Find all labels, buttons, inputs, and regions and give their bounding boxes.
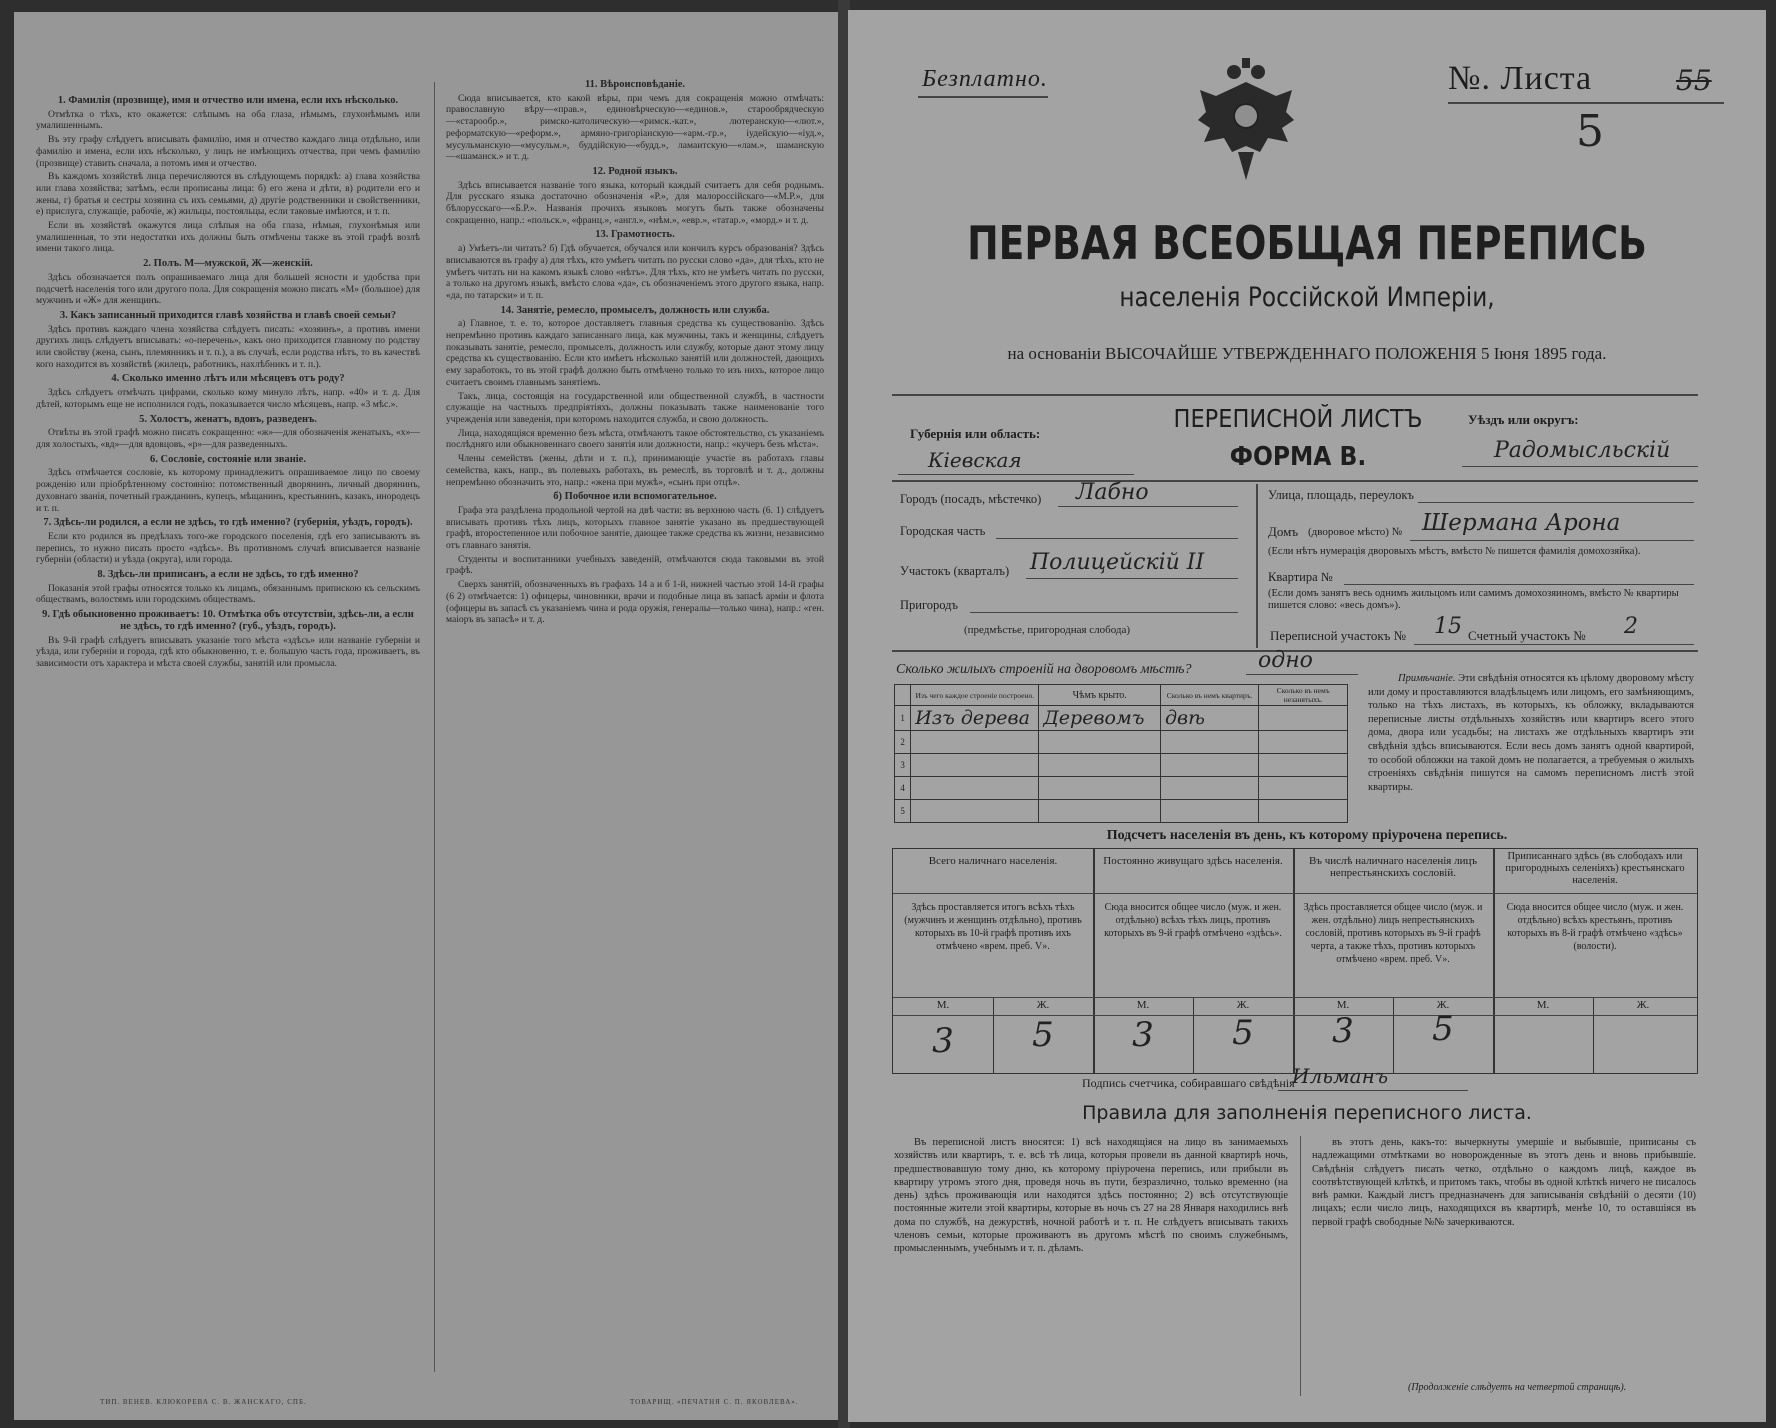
town-label: Городъ (посадъ, мѣстечко) — [900, 492, 1042, 506]
town-line — [1058, 506, 1238, 507]
count-head-rule — [893, 893, 1697, 894]
section-heading: 14. Занятіе, ремесло, промыселъ, должность или служба. — [500, 304, 770, 316]
province-value: Кіевская — [928, 448, 1022, 472]
building-material — [911, 754, 1039, 777]
buildings-col-apartments: Сколько въ немъ квартиръ. — [1161, 685, 1259, 706]
sheet-label: №. Листа — [1448, 60, 1593, 97]
precinct-line — [1026, 578, 1238, 579]
census-basis: на основаніи ВЫСОЧАЙШЕ УТВЕРЖДЕННАГО ПОЛОЖЕНІЯ 5 Іюня 1895 года. — [1007, 344, 1607, 363]
left-page-column-1 — [36, 92, 420, 1388]
instruction-paragraph: Графа эта раздѣлена продольной чертой на двѣ части: въ верхнюю часть (6. 1) слѣдуетъ вписывать противъ тѣхъ лицъ, которыхъ главное занятіе указано въ предшествующей графѣ, второстепенное или побочное занятіе, дающее также средства къ жизни, независимо отъ главнаго занятія. — [446, 504, 824, 552]
count-col-2-m-value: 3 — [1132, 1015, 1154, 1055]
free-underline — [918, 96, 1048, 98]
house-label: Домъ — [1268, 524, 1299, 539]
note-text: Эти свѣдѣнія относятся къ цѣлому дворовому мѣсту или дому и проставляются владѣльцемъ или лицомъ, его замѣняющимъ, только на тѣхъ листахъ, въ которыхъ, къ обложку, вкладываются переписные листы отдѣльныхъ хозяйствъ или квартиръ всего этого дома, двора или усадьбы; на листахъ же отдѣльныхъ квартиръ эти свѣдѣнія здѣсь вписываются. Если весь домъ занятъ одной квартирой, то особой обложки на такой домъ не полагается, а требуемыя о жилыхъ строеніяхъ свѣдѣнія пишутся на самомъ переписномъ листѣ этой квартиры. — [1368, 673, 1694, 793]
instruction-paragraph: Члены семействъ (жены, дѣти и т. п.), принимающіе участіе въ работахъ главы семейства, какъ, напр., въ полевыхъ работахъ, въ ремеслѣ, въ торговлѣ и т. д., должны непремѣнно обозначить это, напр.: «жена при мужѣ», «сынъ при отцѣ». — [446, 453, 824, 488]
building-material — [911, 731, 1039, 754]
printer-imprint-left: ТИП. ВЕНЕВ. КЛЮКОРЕВА С. В. ЖАНСКАГО, СПБ. — [100, 1398, 307, 1406]
signature-label: Подпись счетчика, собиравшаго свѣдѣнія — [1082, 1076, 1295, 1090]
building-apartments: двѣ — [1161, 706, 1259, 731]
section-heading: 11. Вѣроисповѣданіе. — [584, 79, 686, 90]
buildings-col-material: Изъ чего каждое строеніе построено. — [911, 685, 1039, 706]
count-col-3-m-label: М. — [1336, 999, 1350, 1011]
building-roof — [1039, 800, 1161, 823]
row-number: 5 — [895, 800, 911, 823]
census-subtitle: населенія Россійской Имперіи, — [1119, 282, 1495, 313]
table-row — [895, 731, 1348, 754]
section-heading: 6. Сословіе, состояніе или званіе. — [150, 453, 306, 465]
count-col-3-desc: Здѣсь проставляется общее число (муж. и жен. отдѣльно) лицъ непрестьянскихъ сословій, противъ которыхъ въ 9-й графѣ черта, а также тѣхъ, противъ которыхъ отмѣчено «врем. преб. V». — [1303, 902, 1483, 965]
instruction-paragraph: Показанія этой графы относятся только къ лицамъ, обязаннымъ припискою къ сельскимъ обществамъ, волостямъ или городскимъ обществамъ. — [36, 582, 420, 606]
section-heading: 13. Грамотность. — [595, 229, 675, 241]
town-value: Лабно — [1076, 480, 1149, 505]
right-page — [848, 10, 1766, 1422]
imperial-eagle-emblem — [1196, 56, 1296, 186]
instruction-paragraph: Студенты и воспитанники учебныхъ заведеній, отмѣчаются сюда таковыми въ этой графѣ. — [446, 553, 824, 577]
instruction-paragraph: Отвѣты въ этой графѣ можно писать сокращенно: «ж»—для обозначенія женатыхъ, «х»—для холостыхъ, «вд»—для вдовцовъ, «р»—для разведенныхъ. — [36, 427, 420, 450]
count-col-4-desc: Сюда вносится общее число (муж. и жен. отдѣльно) всѣхъ крестьянъ, противъ которыхъ въ 8-й графѣ отмѣчено «здѣсь» (волости). — [1506, 902, 1684, 952]
district-label: Уѣздъ или округъ: — [1468, 412, 1579, 427]
signature-line — [1278, 1090, 1468, 1091]
instruction-paragraph: Въ эту графу слѣдуетъ вписывать фамилію, имя и отчество каждаго лица отдѣльно, или фамилію и имена, если ихъ нѣсколько, у лицъ не имѣющихъ отчества, при чемъ фамилію (прозвище) ставить сначала, а потомъ имя и отчество. — [36, 134, 420, 169]
left-page-column-2 — [446, 76, 824, 1388]
count-col-2-f-value: 5 — [1232, 1013, 1254, 1053]
apartment-label: Квартира № — [1268, 570, 1333, 584]
area-line — [1414, 644, 1694, 645]
instruction-paragraph: Сверхъ занятій, обозначенныхъ въ графахъ 14 а и б 1-й, нижней частью этой 14-й графы (6 2) отмѣчается: 1) офицеры, чиновники, врачи и подобные лица въ запасѣ арміи и флота (офицеры въ запасѣ съ указаніемъ чина и рода оружія, генералы—только чина), напр.: «ген. маіоръ въ запасѣ» и т. д. — [446, 579, 824, 626]
count-col-3-m-value: 3 — [1332, 1011, 1354, 1051]
building-roof — [1039, 731, 1161, 754]
apartment-hint: (Если домъ занятъ весь однимъ жильцомъ или самимъ домохозяиномъ, вмѣсто № квартиры пишется слово: «весь домъ»). — [1268, 588, 1679, 611]
rules-column-1: Въ переписной листъ вносятся: 1) всѣ находящіяся на лицо въ занимаемыхъ хозяйствъ или квартиръ, т. е. всѣ тѣ лица, которыя провели въ данной квартирѣ ночь, предшествовавшую тому дню, къ которому пріурочена перепись, или прибыли въ квартиру утромъ этого дня, проведя ночь въ пути, безразлично, только временно (на день) здѣсь проживающія или находятся здѣсь постоянно; 2) всѣ отсутствующіе постоянные жители этой квартиры, которые въ ночь съ 27 на 28 Января находились внѣ дома по службѣ, на дежурствѣ, ночной работѣ и т. п. Не слѣдуетъ вписывать такихъ членовъ семьи, которые проживаютъ въ другомъ мѣстѣ по своимъ служебнымъ, промысленнымъ, учебнымъ и т. п. дѣламъ. — [894, 1137, 1288, 1255]
suburb-note: (предмѣстье, пригородная слобода) — [964, 624, 1131, 636]
census-area-value: 15 — [1434, 614, 1462, 639]
sheet-number-struck: 55 — [1676, 64, 1712, 97]
building-material — [911, 777, 1039, 800]
building-vacant — [1259, 777, 1348, 800]
row-number: 3 — [895, 754, 911, 777]
count-col-1-desc: Здѣсь проставляется итогъ всѣхъ тѣхъ (мужчинъ и женщинъ отдѣльно), противъ которыхъ въ 10-й графѣ противъ ихъ отмѣчено «врем. преб. V». — [904, 902, 1082, 952]
count-area-value: 2 — [1624, 614, 1638, 639]
count-desc-rule — [893, 997, 1697, 998]
table-row — [895, 754, 1348, 777]
row-number: 2 — [895, 731, 911, 754]
section-heading: 5. Холостъ, женатъ, вдовъ, разведенъ. — [139, 413, 317, 425]
row-number: 4 — [895, 777, 911, 800]
count-col-divider — [1493, 849, 1495, 1073]
town-part-label: Городская часть — [900, 524, 986, 538]
building-vacant — [1259, 800, 1348, 823]
building-apartments — [1161, 754, 1259, 777]
instruction-paragraph: а) Главное, т. е. то, которое доставляетъ главныя средства къ существованію. Здѣсь непремѣнно противъ каждаго записаннаго лица, как мужчины, такъ и женщины, слѣдуетъ показывать занятіе, ремесло, промыселъ, должность или службу, которые дают этому лицу средства къ существованію. Если кто имѣетъ нѣсколько занятій или должностей, дающихъ ему заработокъ, то въ этой графѣ должно быть отмѣчено только то изъ нихъ, которое лицо считаетъ своимъ главнымъ занятіемъ. — [446, 318, 824, 388]
count-col-1-m-value: 3 — [932, 1021, 954, 1061]
street-line — [1418, 502, 1694, 503]
instruction-paragraph: Здѣсь противъ каждаго члена хозяйства слѣдуетъ писать: «хозяинъ», а противъ имени другихъ лицъ слѣдуетъ вписывать: «о-перечень», какъ оно приходится главному по родству или свойству (жена, сынъ, племянникъ и т. п.), а въ случаѣ, если родства нѣтъ, то въ качествѣ кого находится въ хозяйствѣ (жилецъ, работникъ, нахлѣбникъ и т. п.). — [36, 323, 420, 370]
column-divider — [434, 82, 435, 1372]
house-line — [1410, 540, 1694, 541]
section-heading: 3. Какъ записанный приходится главѣ хозяйства и главѣ своей семьи? — [59, 309, 397, 321]
instruction-paragraph: Въ 9-й графѣ слѣдуетъ вписывать указаніе того мѣста «здѣсь» или названіе губерніи и уѣзда, или губерніи и города, гдѣ кто обыкновенно, т. е. большую часть года, проживаетъ, въ зависимости отъ характера и мѣста своей службы, занятій или промысла. — [36, 634, 420, 669]
instruction-paragraph: Здѣсь обозначается полъ опрашиваемаго лица для большей ясности и удобства при подсчетѣ населенія того или другого пола. Для сокращенія можно писать «М» (большое) для мужчинъ и «Ж» для женщинъ. — [36, 271, 420, 307]
count-col-2-m-label: М. — [1136, 999, 1150, 1011]
building-vacant — [1259, 706, 1348, 731]
instruction-paragraph: Отмѣтка о тѣхъ, кто окажется: слѣпымъ на оба глаза, нѣмымъ, глухонѣмымъ или умалишеннымъ. — [36, 108, 420, 132]
town-part-line — [996, 538, 1238, 539]
section-heading: 7. Здѣсь-ли родился, а если не здѣсь, то гдѣ именно? (губернія, уѣздъ, городъ). — [43, 517, 413, 529]
precinct-value: Полицейскій II — [1030, 550, 1205, 575]
buildings-answer: одно — [1258, 648, 1313, 673]
count-title: Подсчетъ населенія въ день, къ которому пріурочена перепись. — [1106, 828, 1508, 843]
province-line — [898, 474, 1134, 475]
instruction-paragraph: Если въ хозяйствѣ окажутся лица слѣпыя на оба глаза, нѣмыя, глухонѣмыя или умалишенныя, то эти недостатки ихъ должны быть отмѣчены также въ этой графѣ возлѣ имени такого лица. — [36, 220, 420, 255]
count-col-1-f-value: 5 — [1032, 1015, 1054, 1055]
section-heading: 2. Полъ. М—мужской, Ж—женскій. — [143, 258, 313, 270]
buildings-question: Сколько жилыхъ строеній на дворовомъ мѣстѣ? — [896, 662, 1192, 677]
building-apartments — [1161, 777, 1259, 800]
rules-column-2: въ этотъ день, какъ-то: вычеркнуты умершіе и выбывшіе, приписаны съ надлежащими отмѣтками во новорожденные въ этотъ день и вновь прибывшіе. Свѣдѣнія слѣдуетъ писать четко, отдѣльно о каждомъ лицѣ, каждое въ соотвѣтствующей клѣткѣ, и притомъ такъ, чтобы въ одной клѣткѣ ничего не писалось внѣ рамки. Каждый листъ предназначенъ для записыванія свѣдѣній о десяти (10) лицахъ; если число лицъ, находящихся въ квартирѣ, менѣе 10, то оставшіяся въ первой графѣ свободные №№ зачеркиваются. — [1312, 1137, 1696, 1228]
building-material — [911, 800, 1039, 823]
precinct-label: Участокъ (кварталъ) — [900, 564, 1010, 578]
sheet-title: ПЕРЕПИСНОЙ ЛИСТЪ — [1173, 404, 1423, 433]
street-label: Улица, площадь, переулокъ — [1268, 488, 1414, 502]
form-header-bottom-rule — [892, 480, 1698, 482]
count-col-4-m-label: М. — [1536, 999, 1550, 1011]
house-hint: (Если нѣтъ нумерація дворовыхъ мѣстъ, вмѣсто № пишется фамилія домохозяйка). — [1268, 546, 1641, 557]
buildings-col-vacant: Сколько въ немъ незанятыхъ. — [1259, 685, 1348, 706]
count-col-3-f-value: 5 — [1432, 1009, 1454, 1049]
count-col-1-head: Всего наличнаго населенія. — [928, 855, 1058, 867]
building-vacant — [1259, 754, 1348, 777]
census-main-title: ПЕРВАЯ ВСЕОБЩАЯ ПЕРЕПИСЬ — [967, 216, 1647, 270]
section-heading: 1. Фамилія (прозвище), имя и отчество или имена, если ихъ нѣсколько. — [57, 95, 399, 106]
table-row — [895, 800, 1348, 823]
census-area-label: Переписной участокъ № — [1270, 628, 1407, 643]
form-title: ФОРМА В. — [1229, 442, 1367, 472]
count-col-3-head: Въ числѣ наличнаго населенія лицъ непрестьянскихъ сословій. — [1308, 855, 1478, 879]
building-apartments — [1161, 731, 1259, 754]
section-heading: 9. Гдѣ обыкновенно проживаетъ: 10. Отмѣтка объ отсутствіи, здѣсь-ли, а если не здѣсь, то гдѣ именно? (губ., уѣздъ, городъ). — [42, 609, 414, 632]
sheet-underline — [1448, 102, 1724, 104]
instruction-paragraph: а) Умѣетъ-ли читать? б) Гдѣ обучается, обучался или кончилъ курсъ образованія? Здѣсь вписываются въ графу а) для тѣхъ, кто умѣетъ читать по русски слово «да», для тѣхъ, кто не умѣетъ читать ни на какомъ языкѣ слово «нѣтъ». Для тѣхъ, кто не умѣетъ читать по русски, а только на другомъ языкѣ, вмѣсто слова «да», съ обозначеніемъ этого другого языка, напр. «да, по татарски» и т. п. — [446, 243, 824, 301]
suburb-label: Пригородъ — [900, 598, 958, 612]
table-row — [895, 706, 1348, 731]
house-note: (дворовое мѣсто) № — [1308, 526, 1403, 538]
row-number: 1 — [895, 706, 911, 731]
count-col-1-m-label: М. — [936, 999, 950, 1011]
district-line — [1462, 466, 1698, 467]
rules-continuation: (Продолженіе слѣдуетъ на четвертой страницѣ). — [1408, 1382, 1627, 1393]
rules-divider — [1300, 1136, 1301, 1396]
building-roof — [1039, 754, 1161, 777]
instruction-paragraph: Здѣсь вписывается названіе того языка, который каждый считаетъ для себя роднымъ. Для русскаго языка достаточно обозначенія «Р.», для малороссійскаго—«М.Р.», для бѣлорусскаго—«Б.Р.». Названія прочихъ языковъ могутъ быть также обозначены сокращенно, напр.: «польск.», «франц.», «англ.», «нѣм.», «евр.», «татар.», «морд.» и т. д. — [446, 179, 824, 226]
buildings-col-number — [895, 685, 911, 706]
district-value: Радомысльскій — [1494, 438, 1671, 463]
instruction-paragraph: Сюда вписывается, кто какой вѣры, при чемъ для сокращенія можно отмѣчать: православную вѣру—«прав.», единовѣрческую—«единов.», старообрядческую—«старообр.», римско-католическую—«римск.-кат.», лютеранскую—«лют.», реформатскую—«реформ.», армяно-григоріанскую—«арм.-гр.», іудейскую—«іуд.», мусульманскую—«мусульм.», буддійскую—«будд.», ламаитскую—«лам.», шаманскую—«шаманск.» и т. д. — [446, 92, 824, 163]
building-roof — [1039, 777, 1161, 800]
instruction-paragraph: Здѣсь слѣдуетъ отмѣчать цифрами, сколько кому минуло лѣтъ, напр. «40» и т. д. Для дѣтей, которымъ еще не исполнился годъ, показывается число мѣсяцевъ, напр. «3 мѣс.». — [36, 387, 420, 410]
note-label: Примѣчаніе. — [1398, 673, 1456, 684]
buildings-answer-line — [1246, 674, 1358, 675]
count-col-4-f-label: Ж. — [1636, 999, 1650, 1011]
count-table — [892, 848, 1698, 1074]
section-heading: 4. Сколько именно лѣтъ или мѣсяцевъ отъ роду? — [111, 373, 345, 385]
table-row — [895, 777, 1348, 800]
note-block — [1368, 672, 1694, 794]
rules-title: Правила для заполненія переписного листа. — [1082, 1102, 1532, 1124]
count-col-2-f-label: Ж. — [1236, 999, 1250, 1011]
sheet-number-new: 5 — [1576, 106, 1604, 157]
section-heading: 12. Родной языкъ. — [592, 165, 678, 177]
instruction-paragraph: Лица, находящіяся временно безъ мѣста, отмѣчаютъ такое обстоятельство, съ указаніемъ послѣдняго или обыкновеннаго своего занятія или должности, напр.: «кучеръ безъ мѣста». — [446, 427, 824, 451]
instruction-paragraph: Въ каждомъ хозяйствѣ лица перечисляются въ слѣдующемъ порядкѣ: а) глава хозяйства или глава хозяйства; затѣмъ, если прописаны лица: б) его жена и дѣти, в) родители его и жены, г) братья и сестры хозяина съ ихъ семьями, д) другіе родственники и свойственники, е) прислуга, служащіе, рабочіе, ж) жильцы, постояльцы, если таковые имѣются, и т. п. — [36, 171, 420, 218]
building-material: Изъ дерева — [911, 706, 1039, 731]
house-value: Шермана Арона — [1422, 510, 1621, 536]
instruction-paragraph: Здѣсь отмѣчается сословіе, къ которому принадлежитъ опрашиваемое лицо по своему рожденію или пріобрѣтенному состоянію: потомственный дворянинъ, личный дворянинъ, духовнаго званія, почетный гражданинъ, купецъ, мѣщанинъ, крестьянинъ, казакъ, инородецъ и т. п. — [36, 467, 420, 514]
count-col-2-head: Постоянно живущаго здѣсь населенія. — [1103, 855, 1283, 867]
province-label: Губернія или область: — [910, 426, 1041, 441]
building-roof: Деревомъ — [1039, 706, 1161, 731]
apartment-line — [1344, 584, 1694, 585]
instruction-paragraph: Такъ, лица, состоящія на государственной или общественной службѣ, в частности служащіе на частныхъ предпріятіяхъ, должны показывать также наименованіе того учрежденія или заведенія, при которомъ находится служба, и свою должность. — [446, 390, 824, 425]
building-vacant — [1259, 731, 1348, 754]
section-heading: б) Побочное или вспомогательное. — [553, 491, 717, 503]
section-heading: 8. Здѣсь-ли приписанъ, а если не здѣсь, то гдѣ именно? — [97, 569, 359, 581]
suburb-line — [970, 612, 1238, 613]
printer-imprint-right: ТОВАРИЩ. «ПЕЧАТНЯ С. П. ЯКОВЛЕВА». — [630, 1398, 799, 1406]
building-apartments — [1161, 800, 1259, 823]
form-top-rule — [892, 394, 1698, 396]
count-col-3-f-label: Ж. — [1436, 999, 1450, 1011]
left-page — [14, 12, 840, 1420]
count-col-4-head: Приписаннаго здѣсь (въ слободахъ или пригородныхъ селеніяхъ) крестьянскаго населенія. — [1505, 851, 1685, 886]
count-col-1-f-label: Ж. — [1036, 999, 1050, 1011]
free-label: Безплатно. — [922, 66, 1048, 92]
buildings-table — [894, 684, 1348, 823]
signature-value: Ильманъ — [1292, 1064, 1389, 1088]
instruction-paragraph: Если кто родился въ предѣлахъ того-же городского поселенія, гдѣ его записываютъ въ перепись, то нужно писать просто «здѣсь». Въ противномъ случаѣ вписывается названіе губерніи (области) и уѣзда (округа), или города. — [36, 530, 420, 566]
count-col-2-desc: Сюда вносится общее число (муж. и жен. отдѣльно) всѣхъ тѣхъ лицъ, противъ которыхъ въ 9-й графѣ отмѣчено «здѣсь». — [1104, 902, 1282, 939]
buildings-col-roof: Чѣмъ крыто. — [1039, 685, 1161, 706]
address-divider — [1256, 484, 1258, 648]
count-area-label: Счетный участокъ № — [1468, 628, 1586, 643]
